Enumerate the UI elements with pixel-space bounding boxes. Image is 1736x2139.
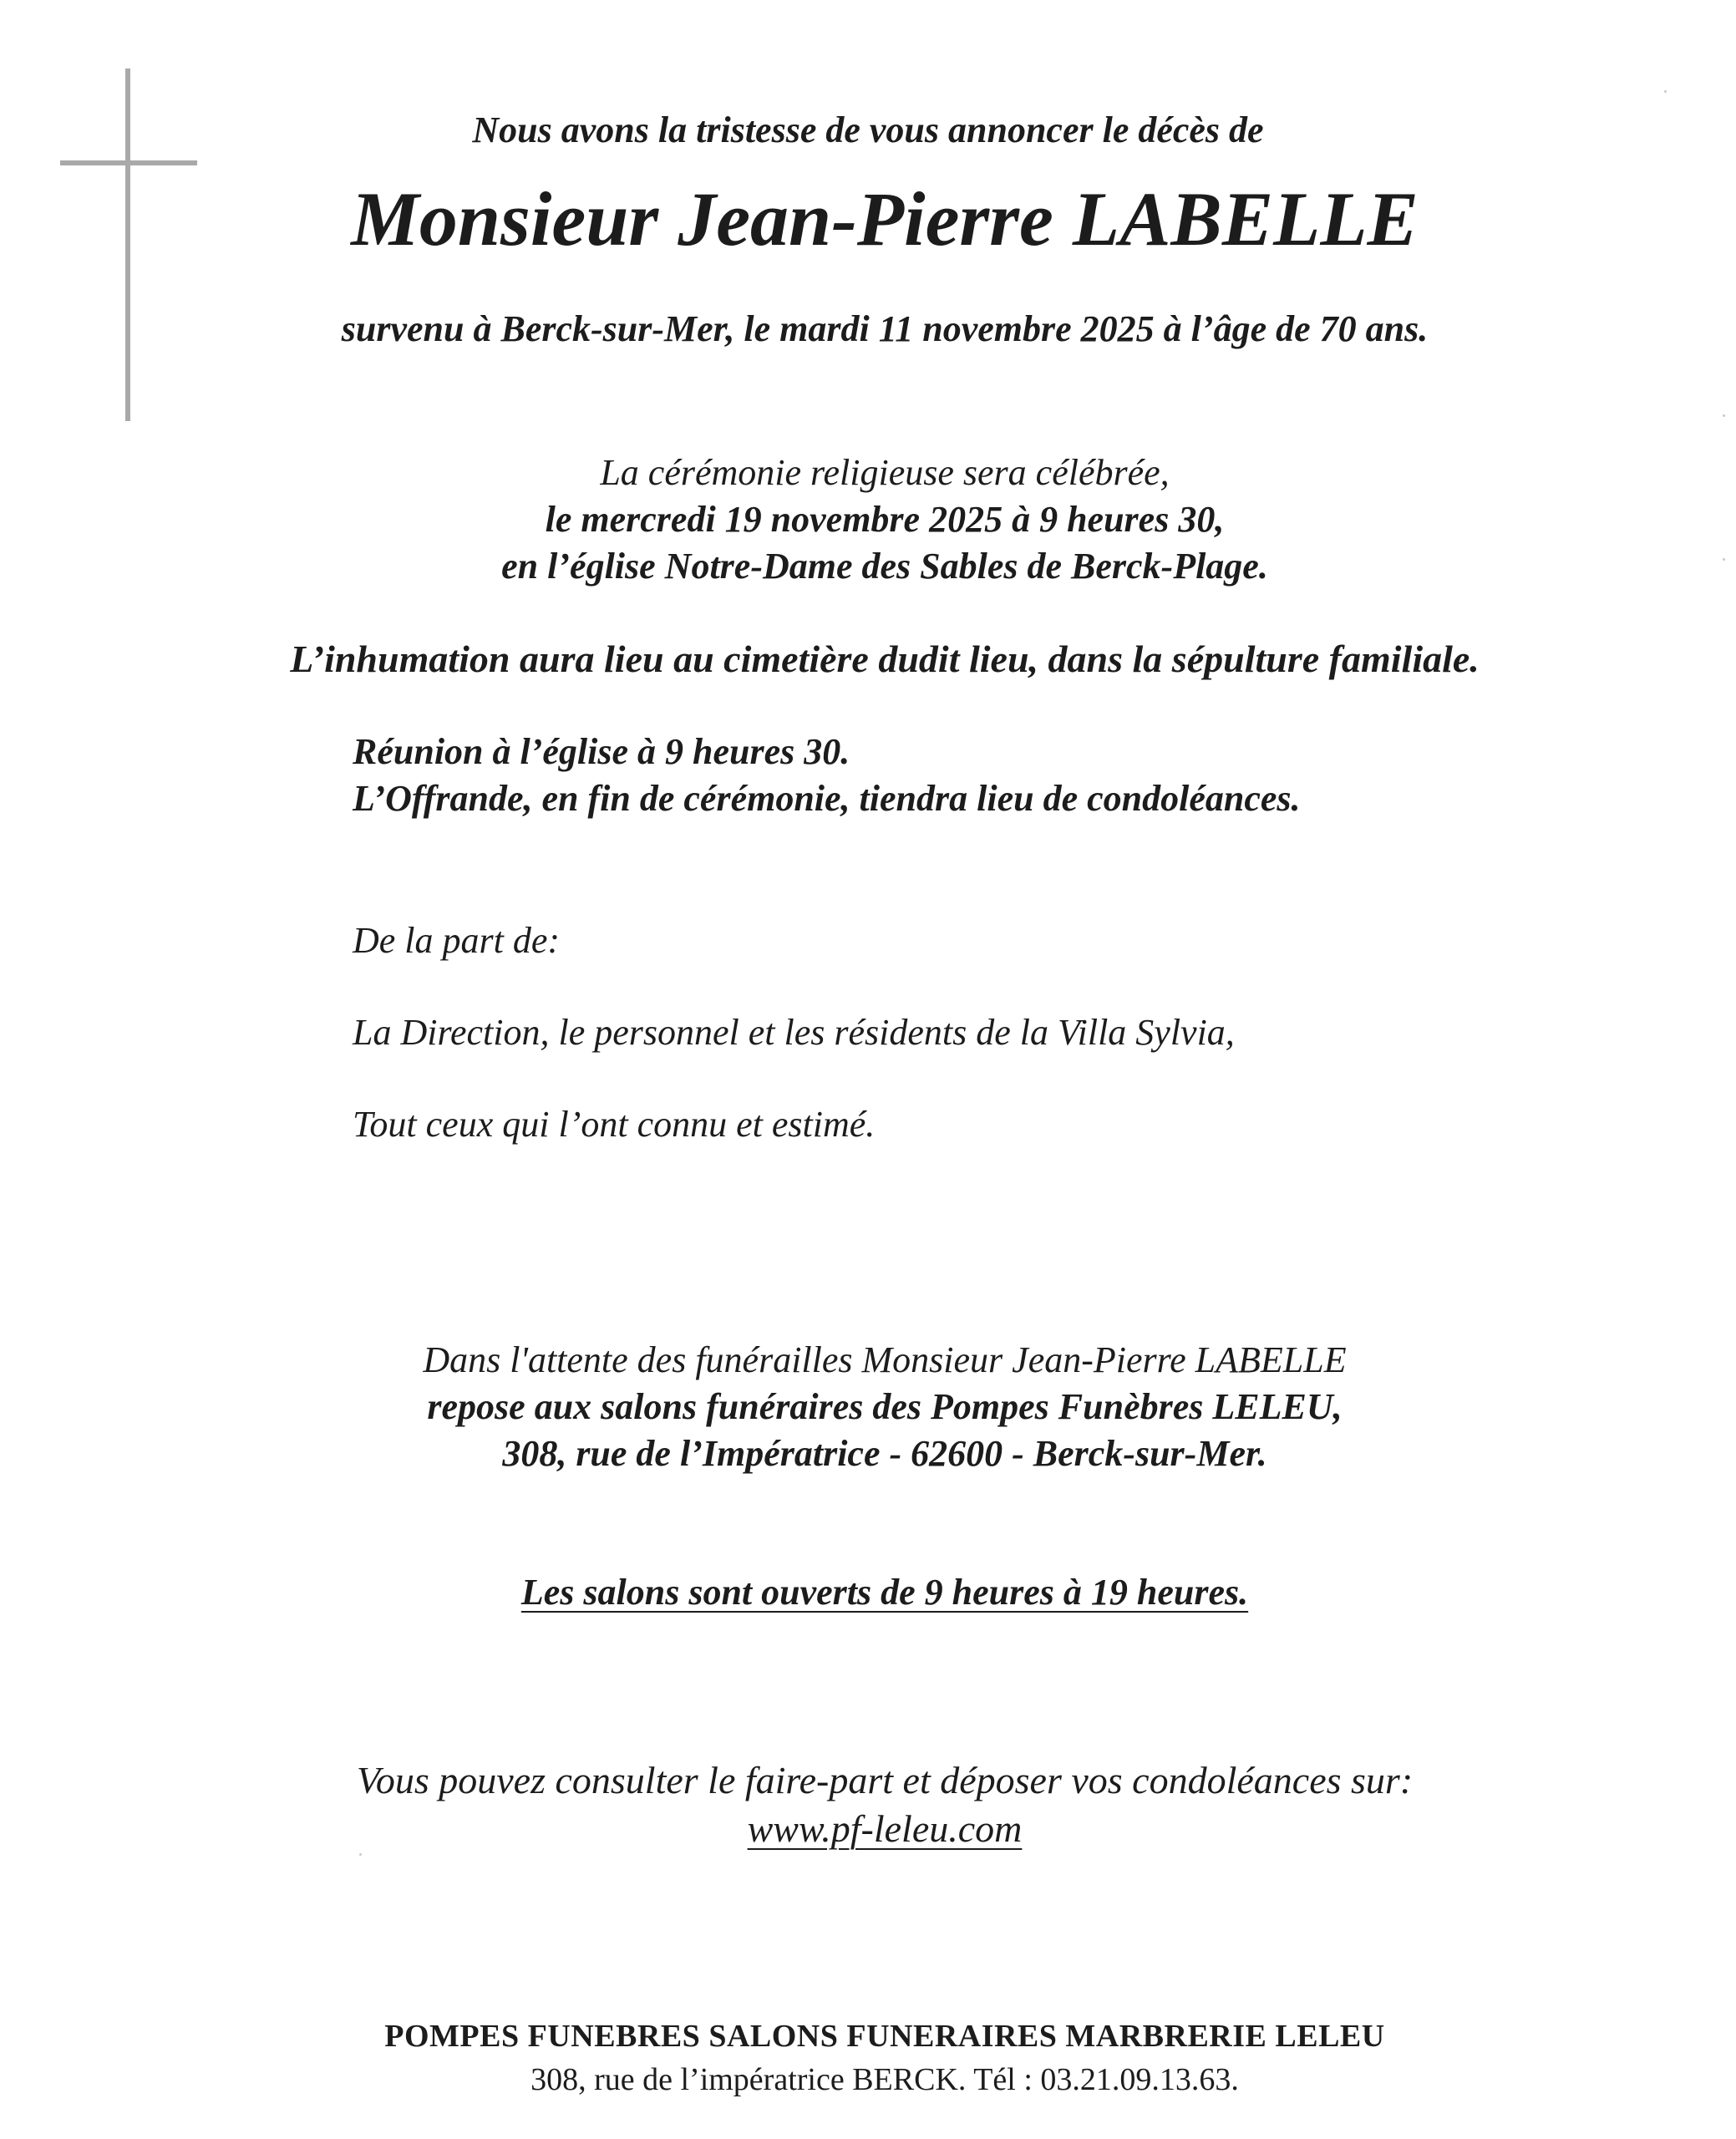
rest-line-2: repose aux salons funéraires des Pompes Funèbres LELEU, [427, 1386, 1343, 1427]
salon-hours: Les salons sont ouverts de 9 heures à 19 heures. [520, 1572, 1249, 1613]
from-label: De la part de: [353, 920, 561, 961]
death-details: survenu à Berck-sur-Mer, le mardi 11 novembre 2025 à l’âge de 70 ans. [341, 308, 1429, 349]
announcement-intro: Nous avons la tristesse de vous annoncer le décès de [472, 109, 1264, 150]
scan-speck [1664, 90, 1667, 93]
ceremony-date: le mercredi 19 novembre 2025 à 9 heures 30, [545, 499, 1225, 540]
cross-icon-horizontal [60, 160, 197, 165]
offering-info: L’Offrande, en fin de cérémonie, tiendra lieu de condoléances. [353, 778, 1301, 819]
footer-company: POMPES FUNEBRES SALONS FUNERAIRES MARBRERIE LELEU [384, 2019, 1385, 2054]
footer-address: 308, rue de l’impératrice BERCK. Tél : 03.21.09.13.63. [530, 2062, 1239, 2097]
scan-speck [359, 1853, 362, 1856]
ceremony-line-1: La cérémonie religieuse sera célébrée, [600, 452, 1170, 493]
scan-speck [1723, 414, 1725, 417]
scan-speck [1723, 558, 1725, 561]
burial-info: L’inhumation aura lieu au cimetière dudit lieu, dans la sépulture familiale. [290, 638, 1480, 680]
meeting-info: Réunion à l’église à 9 heures 30. [353, 731, 850, 772]
rest-address: 308, rue de l’Impératrice - 62600 - Berck-sur-Mer. [502, 1433, 1267, 1474]
rest-line-1: Dans l'attente des funérailles Monsieur Jean-Pierre LABELLE [423, 1339, 1347, 1380]
deceased-name: Monsieur Jean-Pierre LABELLE [351, 176, 1419, 262]
from-line-2: Tout ceux qui l’ont connu et estimé. [353, 1104, 876, 1145]
online-condolences-text: Vous pouvez consulter le faire-part et déposer vos condoléances sur: [356, 1759, 1414, 1801]
website-link[interactable]: www.pf-leleu.com [747, 1807, 1023, 1850]
ceremony-location: en l’église Notre-Dame des Sables de Berck-Plage. [501, 546, 1268, 587]
from-line-1: La Direction, le personnel et les résidents de la Villa Sylvia, [353, 1012, 1235, 1053]
